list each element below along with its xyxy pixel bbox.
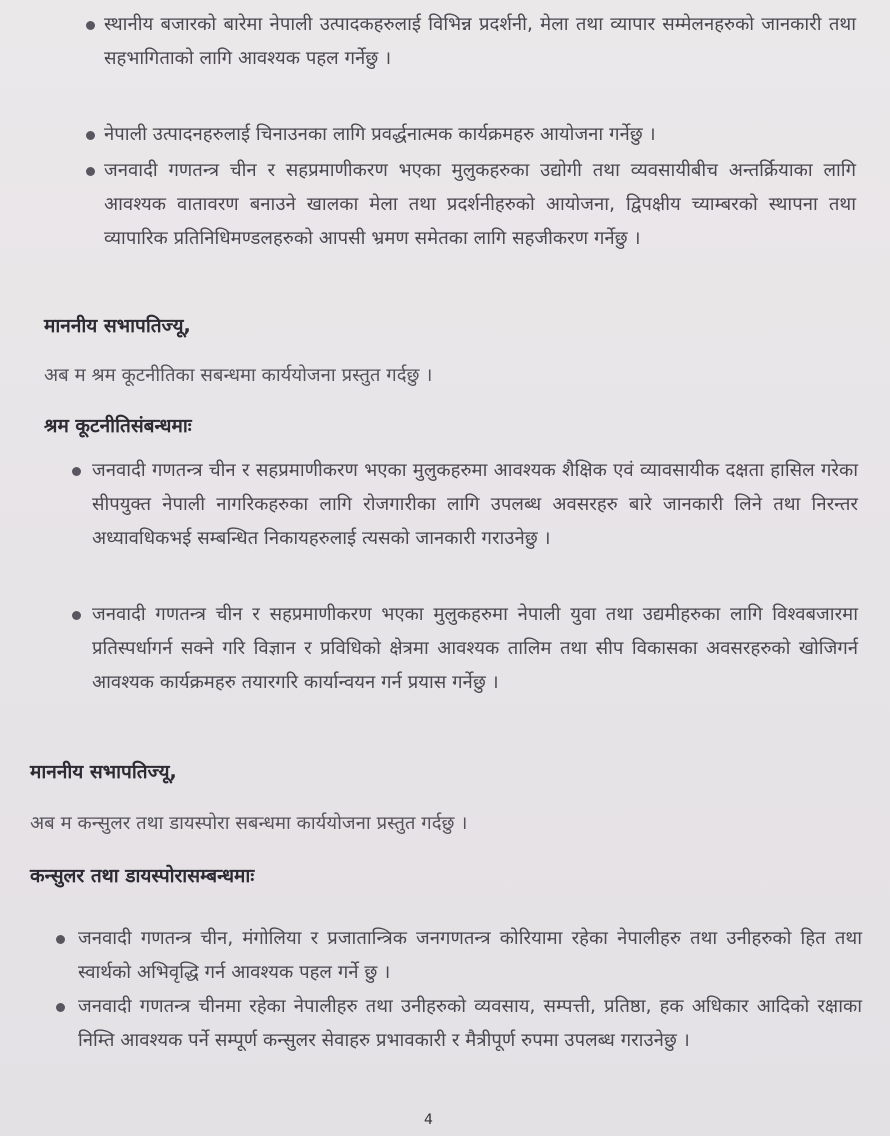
intro-paragraph: अब म श्रम कूटनीतिका सबन्धमा कार्ययोजना प्रस्तुत गर्दछु । [44,365,433,386]
bullet-icon [56,935,65,944]
list-item: जनवादी गणतन्त्र चीन र सहप्रमाणीकरण भएका मुलुकहरुमा नेपाली युवा तथा उद्यमीहरुका लागि विश्वबजारमा प्रतिस्पर्धागर्न सक्ने गरि विज्ञान र प्रविधिको क्षेत्रमा आवश्यक तालिम तथा सीप विकासका अवसरहरुको खोजिगर्न आवश्यक कार्यक्रमहरु तयारगरि कार्यान्वयन गर्न प्रयास गर्नेछु । [92,598,858,700]
section-heading: कन्सुलर तथा डायस्पोरासम्बन्धमाः [30,865,255,887]
bullet-icon [72,611,81,620]
list-item: जनवादी गणतन्त्र चीन, मंगोलिया र प्रजातान्त्रिक जनगणतन्त्र कोरियामा रहेका नेपालीहरु तथा उनीहरुको हित तथा स्वार्थको अभिवृद्धि गर्न आवश्यक पहल गर्ने छु । [78,922,862,990]
bullet-icon [56,1003,65,1012]
page-number: 4 [424,1112,433,1128]
bullet-icon [86,21,95,30]
intro-paragraph: अब म कन्सुलर तथा डायस्पोरा सबन्धमा कार्ययोजना प्रस्तुत गर्दछु । [30,813,468,834]
bullet-icon [86,167,95,176]
bullet-icon [72,467,81,476]
address-salutation: माननीय सभापतिज्यू, [30,761,177,783]
list-item: जनवादी गणतन्त्र चीनमा रहेका नेपालीहरु तथा उनीहरुको व्यवसाय, सम्पत्ती, प्रतिष्ठा, हक अधिकार आदिको रक्षाका निम्ति आवश्यक पर्ने सम्पूर्ण कन्सुलर सेवाहरु प्रभावकारी र मैत्रीपूर्ण रुपमा उपलब्ध गराउनेछु । [78,990,862,1058]
bullet-icon [86,131,95,140]
address-salutation: माननीय सभापतिज्यू, [44,315,191,337]
section-heading: श्रम कूटनीतिसंबन्धमाः [44,415,192,437]
list-item: जनवादी गणतन्त्र चीन र सहप्रमाणीकरण भएका मुलुकहरुमा आवश्यक शैक्षिक एवं व्यावसायीक दक्षता हासिल गरेका सीपयुक्त नेपाली नागरिकहरुका लागि रोजगारीका लागि उपलब्ध अवसरहरु बारे जानकारी लिने तथा निरन्तर अध्यावधिकभई सम्बन्धित निकायहरुलाई त्यसको जानकारी गराउनेछु । [92,454,858,556]
list-item: स्थानीय बजारको बारेमा नेपाली उत्पादकहरुलाई विभिन्न प्रदर्शनी, मेला तथा व्यापार सम्मेलनहरुको जानकारी तथा सहभागिताको लागि आवश्यक पहल गर्नेछु । [104,8,856,76]
list-item: नेपाली उत्पादनहरुलाई चिनाउनका लागि प्रवर्द्धनात्मक कार्यक्रमहरु आयोजना गर्नेछु । [104,118,856,152]
list-item: जनवादी गणतन्त्र चीन र सहप्रमाणीकरण भएका मुलुकहरुका उद्योगी तथा व्यवसायीबीच अन्तर्क्रियाका लागि आवश्यक वातावरण बनाउने खालका मेला तथा प्रदर्शनीहरुको आयोजना, द्विपक्षीय च्याम्बरको स्थापना तथा व्यापारिक प्रतिनिधिमण्डलहरुको आपसी भ्रमण समेतका लागि सहजीकरण गर्नेछु । [104,154,856,256]
